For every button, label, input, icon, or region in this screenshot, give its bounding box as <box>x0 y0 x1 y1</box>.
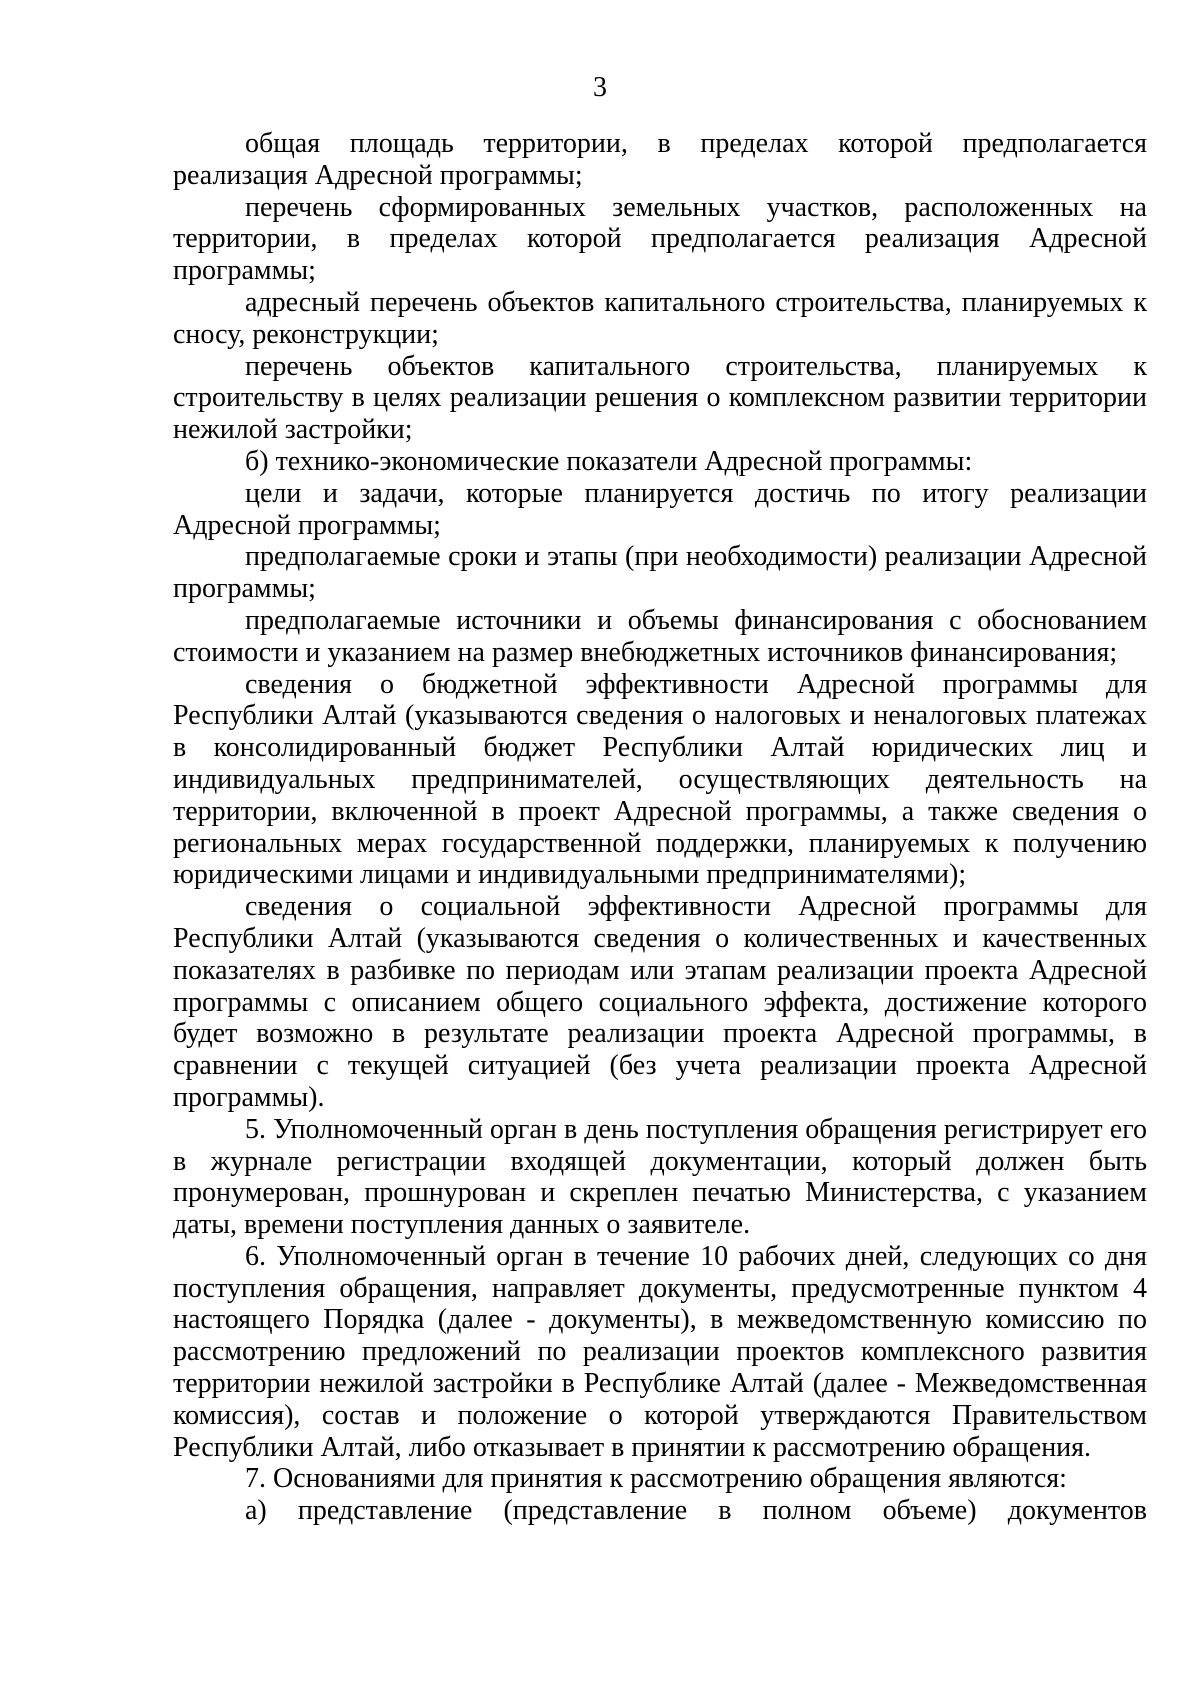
document-body <box>173 128 1147 1527</box>
paragraph-item-7a-documents: а) представление (представление в полном объеме) документов <box>245 1495 1147 1527</box>
paragraph-terms-stages: предполагаемые сроки и этапы (при необходимости) реализации Адресной программы; <box>173 541 1147 605</box>
paragraph-item-6-commission: 6. Уполномоченный орган в течение 10 рабочих дней, следующих со дня поступления обращения, направляет документы, предусмотренные пунктом 4 настоящего Порядка (далее - документы), в межведомственную комиссию по рассмотрению предложений по реализации проектов комплексного развития территории нежилой застройки в Республике Алтай (далее - Межведомственная комиссия), состав и положение о которой утверждаются Правительством Республики Алтай, либо отказывает в принятии к рассмотрению обращения. <box>173 1240 1147 1463</box>
paragraph-item-5-registration: 5. Уполномоченный орган в день поступления обращения регистрирует его в журнале регистрации входящей документации, который должен быть пронумерован, прошнурован и скреплен печатью Министерства, с указанием даты, времени поступления данных о заявителе. <box>173 1113 1147 1241</box>
paragraph-social-efficiency: сведения о социальной эффективности Адресной программы для Республики Алтай (указываются сведения о количественных и качественных показателях в разбивке по периодам или этапам реализации проекта Адресной программы с описанием общего социального эффекта, достижение которого будет возможно в результате реализации проекта Адресной программы, в сравнении с текущей ситуацией (без учета реализации проекта Адресной программы). <box>173 891 1147 1113</box>
paragraph-item-7-grounds: 7. Основаниями для принятия к рассмотрению обращения являются: <box>245 1463 1067 1495</box>
paragraph-financing-sources: предполагаемые источники и объемы финансирования с обоснованием стоимости и указанием на размер внебюджетных источников финансирования; <box>173 604 1147 668</box>
page-number: 3 <box>593 72 607 103</box>
paragraph-technical-economic-indicators: б) технико-экономические показатели Адресной программы: <box>245 445 973 477</box>
paragraph-land-plots-list: перечень сформированных земельных участков, расположенных на территории, в пределах которой предполагается реализация Адресной программы; <box>173 191 1147 287</box>
paragraph-budget-efficiency: сведения о бюджетной эффективности Адресной программы для Республики Алтай (указываются сведения о налоговых и неналоговых платежах в консолидированный бюджет Республики Алтай юридических лиц и индивидуальных предпринимателей, осуществляющих деятельность на территории, включенной в проект Адресной программы, а также сведения о региональных мерах государственной поддержки, планируемых к получению юридическими лицами и индивидуальными предпринимателями); <box>173 668 1147 891</box>
paragraph-goals-tasks: цели и задачи, которые планируется достичь по итогу реализации Адресной программы; <box>173 477 1147 541</box>
paragraph-demolition-list: адресный перечень объектов капитального строительства, планируемых к сносу, реконструкции; <box>173 286 1147 350</box>
paragraph-construction-list: перечень объектов капитального строительства, планируемых к строительству в целях реализации решения о комплексном развитии территории нежилой застройки; <box>173 350 1147 446</box>
paragraph-total-area: общая площадь территории, в пределах которой предполагается реализация Адресной программы; <box>173 128 1147 191</box>
